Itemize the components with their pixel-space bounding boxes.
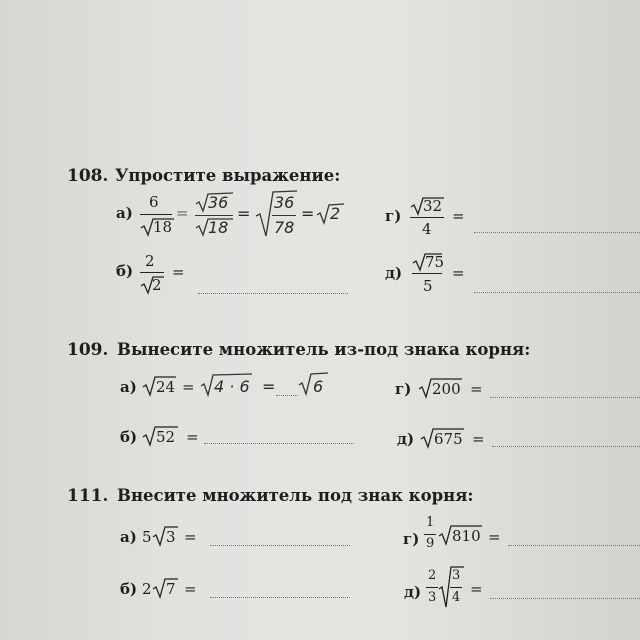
item-109g-radicand: 200 [432,380,461,398]
item-108a-numerator: 6 [149,193,159,211]
item-109a-radicand: 24 [156,378,176,396]
equals-sign: = [452,264,465,282]
equals-sign: = [488,528,501,546]
equals-sign: = [186,428,199,446]
item-108d-label: д) [385,264,403,282]
fraction-bar [140,272,164,273]
answer-line[interactable] [204,443,354,444]
item-111a-coefficient: 5 [142,528,152,546]
item-111a-label: а) [120,528,137,546]
item-108g-denominator: 4 [422,220,432,238]
item-111g-coef-numerator: 1 [426,515,435,530]
item-111g-coef-denominator: 9 [426,536,435,551]
item-111a-radicand: 3 [166,528,176,546]
equals-sign: = [172,263,185,281]
item-111b-label: б) [120,580,138,598]
item-108b-denominator: 2 [152,276,162,294]
equals-sign: = [184,528,197,546]
item-111b-coefficient: 2 [142,580,152,598]
handwritten-result: 6 [313,377,324,396]
answer-line[interactable] [508,545,640,546]
fraction-bar [424,534,436,535]
item-108d-numerator: 75 [425,253,445,271]
exercise-title-109: Вынесите множитель из-под знака корня: [117,340,531,359]
handwritten-denominator: 18 [208,218,229,237]
handwritten-fraction-bar [195,215,233,216]
item-108b-label: б) [116,262,134,280]
exercise-number-109: 109. [67,340,109,360]
fraction-bar [426,587,438,588]
item-109b-radicand: 52 [156,428,176,446]
item-111d-label: д) [404,583,422,601]
item-109d-radicand: 675 [434,430,463,448]
fraction-bar [140,214,172,215]
fraction-bar [450,587,462,588]
answer-line[interactable] [490,598,640,599]
answer-line[interactable] [276,395,298,396]
answer-line[interactable] [210,597,350,598]
item-111g-radicand: 810 [452,527,481,545]
item-111d-coef-denominator: 3 [428,590,437,605]
fraction-bar [412,273,442,274]
item-111b-radicand: 7 [166,580,176,598]
item-109g-label: г) [395,380,412,398]
item-111d-radicand-numerator: 3 [452,568,461,583]
fraction-bar [410,217,444,218]
answer-line[interactable] [210,545,350,546]
equals-sign: = [184,580,197,598]
item-109d-label: д) [397,430,415,448]
handwritten-radicand: 4 · 6 [214,377,250,396]
exercise-title-108: Упростите выражение: [115,166,341,185]
answer-line[interactable] [474,232,640,233]
item-109b-label: б) [120,428,138,446]
handwritten-numerator: 36 [208,193,229,212]
item-108a-denominator: 18 [153,218,173,236]
exercise-number-111: 111. [67,486,109,506]
answer-line[interactable] [474,292,640,293]
answer-line[interactable] [198,293,348,294]
item-109a-label: а) [120,378,137,396]
exercise-number-108: 108. [67,166,109,186]
answer-line[interactable] [492,446,640,447]
item-108g-label: г) [385,207,402,225]
item-108b-numerator: 2 [145,252,155,270]
equals-sign: = [176,204,189,222]
equals-sign: = [182,378,195,396]
handwritten-equals: = [301,204,315,223]
handwritten-result: 2 [330,204,341,223]
item-111d-radicand-denominator: 4 [452,590,461,605]
equals-sign: = [472,430,485,448]
item-108d-denominator: 5 [423,277,433,295]
item-111d-coef-numerator: 2 [428,568,437,583]
item-111g-label: г) [403,530,420,548]
exercise-title-111: Внесите множитель под знак корня: [117,486,474,505]
handwritten-denominator: 78 [274,218,295,237]
handwritten-numerator: 36 [274,193,295,212]
equals-sign: = [470,380,483,398]
equals-sign: = [470,580,483,598]
handwritten-fraction-bar [272,215,296,216]
answer-line[interactable] [490,397,640,398]
handwritten-equals: = [262,377,276,396]
item-108g-numerator: 32 [423,197,443,215]
equals-sign: = [452,207,465,225]
item-108a-label: а) [116,204,133,222]
handwritten-equals: = [237,204,251,223]
